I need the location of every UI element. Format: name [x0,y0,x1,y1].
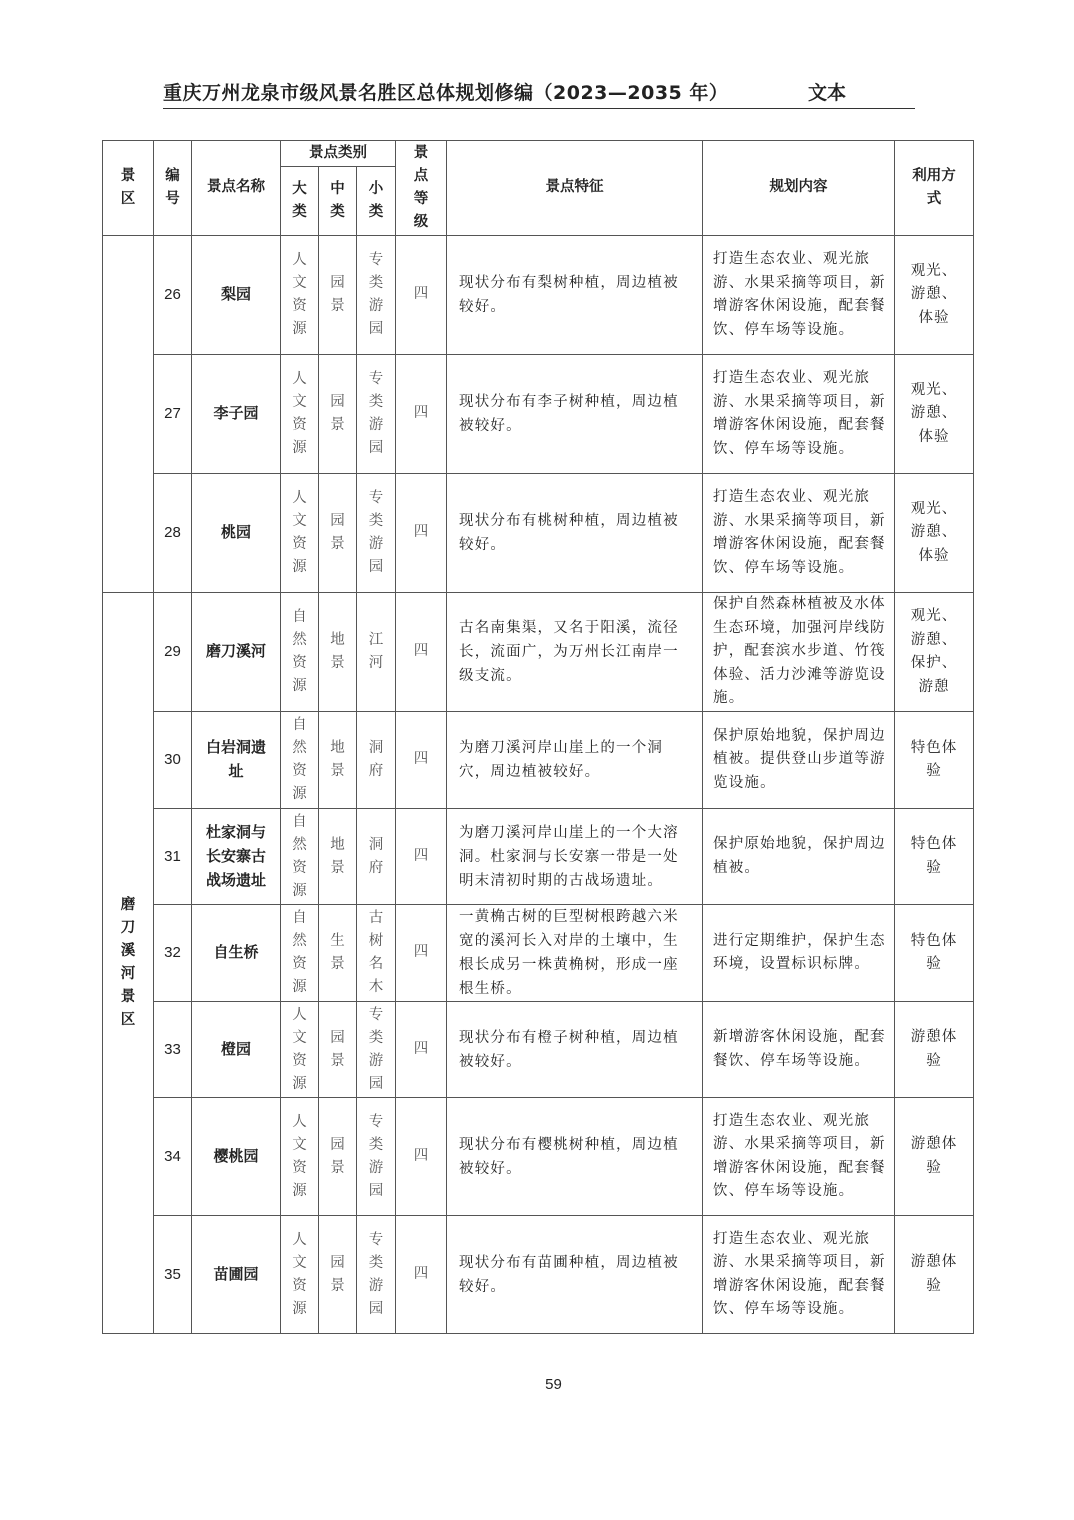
category-minor: 江河 [357,593,396,712]
category-minor: 洞府 [357,712,396,809]
table-row [103,355,974,474]
spot-number: 32 [154,905,192,1002]
category-middle: 园景 [319,1002,357,1098]
header-middle: 中类 [319,167,357,236]
category-middle: 地景 [319,712,357,809]
spot-feature: 现状分布有橙子树种植，周边植被较好。 [447,1002,703,1098]
category-minor: 洞府 [357,809,396,905]
spot-plan: 打造生态农业、观光旅游、水果采摘等项目，新增游客休闲设施，配套餐饮、停车场等设施。 [703,1216,895,1334]
table-row [103,712,974,809]
table-row [103,1216,974,1334]
category-minor: 专类游园 [357,1216,396,1334]
spot-feature: 现状分布有桃树种植，周边植被较好。 [447,474,703,593]
spot-use: 特色体验 [895,905,974,1002]
table-row [103,474,974,593]
spot-plan: 保护原始地貌，保护周边植被。提供登山步道等游览设施。 [703,712,895,809]
category-major: 自然资源 [281,593,319,712]
spot-plan: 打造生态农业、观光旅游、水果采摘等项目，新增游客休闲设施，配套餐饮、停车场等设施。 [703,236,895,355]
spot-grade: 四 [396,355,447,474]
category-minor: 专类游园 [357,1098,396,1216]
category-major: 自然资源 [281,905,319,1002]
spot-number: 35 [154,1216,192,1334]
category-major: 自然资源 [281,809,319,905]
spot-use: 观光、游憩、体验 [895,236,974,355]
spot-plan: 新增游客休闲设施，配套餐饮、停车场等设施。 [703,1002,895,1098]
table-row [103,1002,974,1098]
spot-use: 观光、游憩、体验 [895,474,974,593]
spot-grade: 四 [396,593,447,712]
spot-grade: 四 [396,1216,447,1334]
scenic-spot-table [102,140,974,1334]
spot-number: 26 [154,236,192,355]
category-minor: 专类游园 [357,355,396,474]
spot-use: 游憩体验 [895,1002,974,1098]
spot-number: 30 [154,712,192,809]
category-minor: 专类游园 [357,1002,396,1098]
spot-feature: 一黄桷古树的巨型树根跨越六米宽的溪河长入对岸的土壤中，生根长成另一株黄桷树，形成一座根生桥。 [447,905,703,1002]
spot-name: 杜家洞与长安寨古战场遗址 [192,809,281,905]
category-middle: 园景 [319,1098,357,1216]
page-header [163,72,915,109]
spot-name: 苗圃园 [192,1216,281,1334]
spot-name: 梨园 [192,236,281,355]
document-title: 重庆万州龙泉市级风景名胜区总体规划修编（2023—2035 年） [163,82,729,104]
document-label: 文本 [808,82,847,104]
spot-name: 磨刀溪河 [192,593,281,712]
spot-plan: 打造生态农业、观光旅游、水果采摘等项目，新增游客休闲设施，配套餐饮、停车场等设施。 [703,355,895,474]
category-middle: 园景 [319,1216,357,1334]
spot-plan: 保护原始地貌，保护周边植被。 [703,809,895,905]
spot-name: 桃园 [192,474,281,593]
spot-use: 特色体验 [895,809,974,905]
spot-name: 李子园 [192,355,281,474]
table-row [103,905,974,1002]
category-middle: 生景 [319,905,357,1002]
category-minor: 古树名木 [357,905,396,1002]
header-category-group: 景点类别 [281,141,396,167]
category-middle: 园景 [319,474,357,593]
spot-number: 31 [154,809,192,905]
spot-number: 27 [154,355,192,474]
spot-name: 樱桃园 [192,1098,281,1216]
header-feature: 景点特征 [447,141,703,236]
area-name: 磨刀溪河景区 [120,897,136,1028]
spot-use: 特色体验 [895,712,974,809]
header-grade: 景点等级 [396,141,447,236]
spot-use: 观光、游憩、保护、游憩 [895,593,974,712]
spot-feature: 现状分布有苗圃种植，周边植被较好。 [447,1216,703,1334]
category-middle: 地景 [319,593,357,712]
header-major: 大类 [281,167,319,236]
spot-feature: 为磨刀溪河岸山崖上的一个洞穴，周边植被较好。 [447,712,703,809]
header-area: 景区 [103,141,154,236]
spot-number: 28 [154,474,192,593]
category-minor: 专类游园 [357,474,396,593]
category-minor: 专类游园 [357,236,396,355]
header-plan: 规划内容 [703,141,895,236]
area-cell [103,593,154,1334]
table-row [103,1098,974,1216]
spot-plan: 打造生态农业、观光旅游、水果采摘等项目，新增游客休闲设施，配套餐饮、停车场等设施。 [703,1098,895,1216]
header-minor: 小类 [357,167,396,236]
spot-grade: 四 [396,236,447,355]
spot-grade: 四 [396,1002,447,1098]
category-major: 人文资源 [281,1002,319,1098]
category-major: 人文资源 [281,1098,319,1216]
spot-feature: 现状分布有梨树种植，周边植被较好。 [447,236,703,355]
category-middle: 园景 [319,236,357,355]
spot-number: 33 [154,1002,192,1098]
category-major: 人文资源 [281,1216,319,1334]
spot-grade: 四 [396,1098,447,1216]
page-number: 59 [545,1376,562,1393]
spot-feature: 古名南集渠，又名于阳溪，流径长，流面广，为万州长江南岸一级支流。 [447,593,703,712]
spot-name: 白岩洞遗址 [192,712,281,809]
spot-name: 橙园 [192,1002,281,1098]
spot-plan: 进行定期维护，保护生态环境，设置标识标牌。 [703,905,895,1002]
spot-feature: 为磨刀溪河岸山崖上的一个大溶洞。杜家洞与长安寨一带是一处明末清初时期的古战场遗址。 [447,809,703,905]
spot-number: 29 [154,593,192,712]
spot-grade: 四 [396,712,447,809]
category-major: 人文资源 [281,355,319,474]
spot-use: 观光、游憩、体验 [895,355,974,474]
spot-plan: 打造生态农业、观光旅游、水果采摘等项目，新增游客休闲设施，配套餐饮、停车场等设施。 [703,474,895,593]
table-row [103,809,974,905]
area-cell-empty [103,236,154,593]
header-name: 景点名称 [192,141,281,236]
spot-use: 游憩体验 [895,1216,974,1334]
category-major: 自然资源 [281,712,319,809]
spot-plan: 保护自然森林植被及水体生态环境，加强河岸线防护，配套滨水步道、竹筏体验、活力沙滩等游览设施。 [703,593,895,712]
spot-feature: 现状分布有李子树种植，周边植被较好。 [447,355,703,474]
category-middle: 地景 [319,809,357,905]
spot-number: 34 [154,1098,192,1216]
header-number: 编号 [154,141,192,236]
table-row [103,236,974,355]
spot-grade: 四 [396,905,447,1002]
category-major: 人文资源 [281,474,319,593]
table-row [103,593,974,712]
spot-feature: 现状分布有樱桃树种植，周边植被较好。 [447,1098,703,1216]
category-middle: 园景 [319,355,357,474]
header-use: 利用方式 [895,141,974,236]
category-major: 人文资源 [281,236,319,355]
spot-name: 自生桥 [192,905,281,1002]
spot-use: 游憩体验 [895,1098,974,1216]
spot-grade: 四 [396,809,447,905]
spot-grade: 四 [396,474,447,593]
